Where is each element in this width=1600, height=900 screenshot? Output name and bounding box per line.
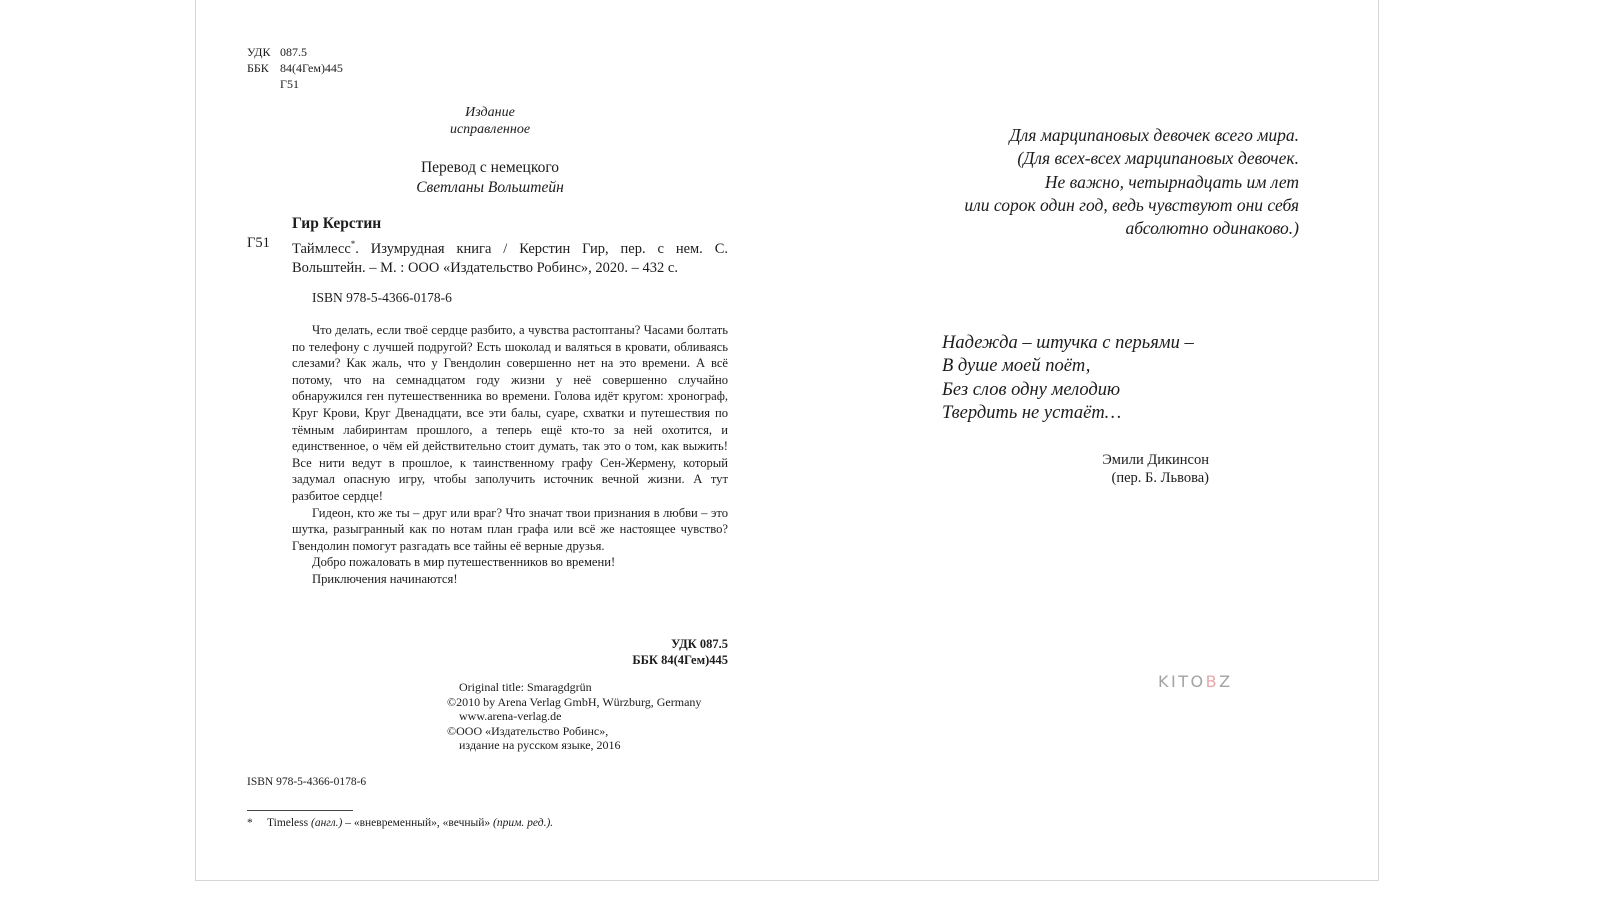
- annotation-paragraph: Добро пожаловать в мир путешественников во времени!: [312, 555, 616, 570]
- epigraph-poem: [942, 332, 1194, 425]
- footnote-mark: *: [247, 817, 253, 829]
- copyright-line: ©2010 by Arena Verlag GmbH, Würzburg, Germany: [447, 694, 702, 709]
- annotation-paragraph: Что делать, если твоё сердце разбито, а чувства растоптаны? Часами болтать по телефону с лучшей подругой? Есть шоколад и валяться в кровати, обливаясь слезами? Как жаль, что у Гвендолин совершенно нет на это времени. А всё потому, что на семнадцатом году жизни у неё совершенно случайно обнаружился ген путешественника во времени. Голова идёт кругом: хронограф, Круг Крови, Круг Двенадцати, все эти балы, суаре, схватки и путешествия по тёмным лабиринтам прошлого, а теперь ещё кто-то за ней охотится, и единственное, о чём ей действительно стоит думать, так это о том, как выжить! Все нити ведут в прошлое, к таинственному графу Сен-Жермену, который задумал опасную игру, чтобы заполучить источник вечной жизни. А тут разбитое сердце!: [292, 323, 728, 503]
- dedication-line: (Для всех-всех марципановых девочек.: [1017, 148, 1299, 169]
- dedication-line: или сорок один год, ведь чувствуют они себя: [964, 194, 1299, 215]
- bbk-value: 84(4Гем)445: [280, 61, 343, 75]
- watermark-text: Z: [1219, 672, 1233, 691]
- dedication-line: Не важно, четырнадцать им лет: [1044, 171, 1299, 192]
- footnote-note: (прим. ред.).: [493, 817, 554, 829]
- dedication-line: абсолютно одинаково.): [1125, 218, 1299, 239]
- publisher-url: www.arena-verlag.de: [459, 709, 562, 723]
- footnote-star: *: [350, 239, 356, 249]
- author-mark: Г51: [280, 77, 299, 91]
- bbk-bold: ББК 84(4Гем)445: [632, 653, 728, 667]
- biblio-title: Таймлесс: [292, 240, 351, 257]
- annotation: [292, 322, 728, 588]
- watermark-logo: B: [1205, 672, 1220, 691]
- poem-line: Твердить не устаёт…: [942, 402, 1122, 423]
- edition-note: [410, 104, 570, 138]
- classification-bold: [528, 636, 728, 668]
- udk-bold: УДК 087.5: [671, 637, 728, 651]
- author-heading: Гир Керстин: [292, 215, 382, 232]
- isbn: ISBN 978-5-4366-0178-6: [312, 290, 452, 305]
- copyright-line: издание на русском языке, 2016: [459, 738, 621, 752]
- annotation-paragraph: Гидеон, кто же ты – друг или враг? Что значат твои признания в любви – это шутка, разыгранный как по нотам план графа или всё же настоящее чувство? Гвендолин помогут разгадать все тайны её верные друзья.: [292, 505, 728, 553]
- poem-line: Без слов одну мелодию: [942, 379, 1121, 400]
- bibliographic-record: [292, 235, 728, 278]
- footnote-divider: [247, 810, 353, 811]
- edition-line: исправленное: [449, 122, 531, 137]
- poem-author: Эмили Дикинсон: [1102, 452, 1209, 468]
- translation-credit: [380, 158, 600, 198]
- watermark-text: KITO: [1158, 672, 1206, 691]
- poem-translator: (пер. Б. Львова): [1111, 470, 1209, 486]
- edition-line: Издание: [465, 105, 515, 120]
- classification-block: [247, 44, 343, 92]
- isbn-bottom: ISBN 978-5-4366-0178-6: [247, 776, 367, 788]
- annotation-paragraph: Приключения начинаются!: [312, 571, 458, 586]
- poem-line: В душе моей поёт,: [942, 356, 1091, 377]
- copyright-line: ©ООО «Издательство Робинс»,: [447, 723, 609, 738]
- original-title: Original title: Smaragdgrün: [459, 680, 592, 694]
- poem-line: Надежда – штучка с перьями –: [942, 333, 1194, 353]
- dedication-line: Для марципановых девочек всего мира.: [1009, 125, 1299, 145]
- dedication: [896, 124, 1299, 240]
- footnote: [247, 817, 553, 829]
- footnote-meaning: – «вневременный», «вечный»: [345, 817, 491, 829]
- udk-value: 087.5: [280, 45, 307, 59]
- footnote-word: Timeless: [267, 817, 309, 829]
- book-spread: [195, 0, 1379, 881]
- copyright-block: [447, 680, 701, 753]
- site-watermark: [1158, 672, 1233, 691]
- footnote-lang: (англ.): [311, 817, 343, 829]
- biblio-code: Г51: [247, 235, 270, 251]
- udk-key: УДК: [247, 45, 271, 59]
- translator-name: Светланы Вольштейн: [416, 179, 564, 196]
- translation-line: Перевод с немецкого: [420, 159, 560, 176]
- bbk-key: ББК: [247, 61, 269, 75]
- biblio-rest: . Изумрудная книга / Керстин Гир, пер. с нем. С. Вольштейн. – М. : ООО «Издательство Робинс», 2020. – 432 с.: [292, 240, 728, 276]
